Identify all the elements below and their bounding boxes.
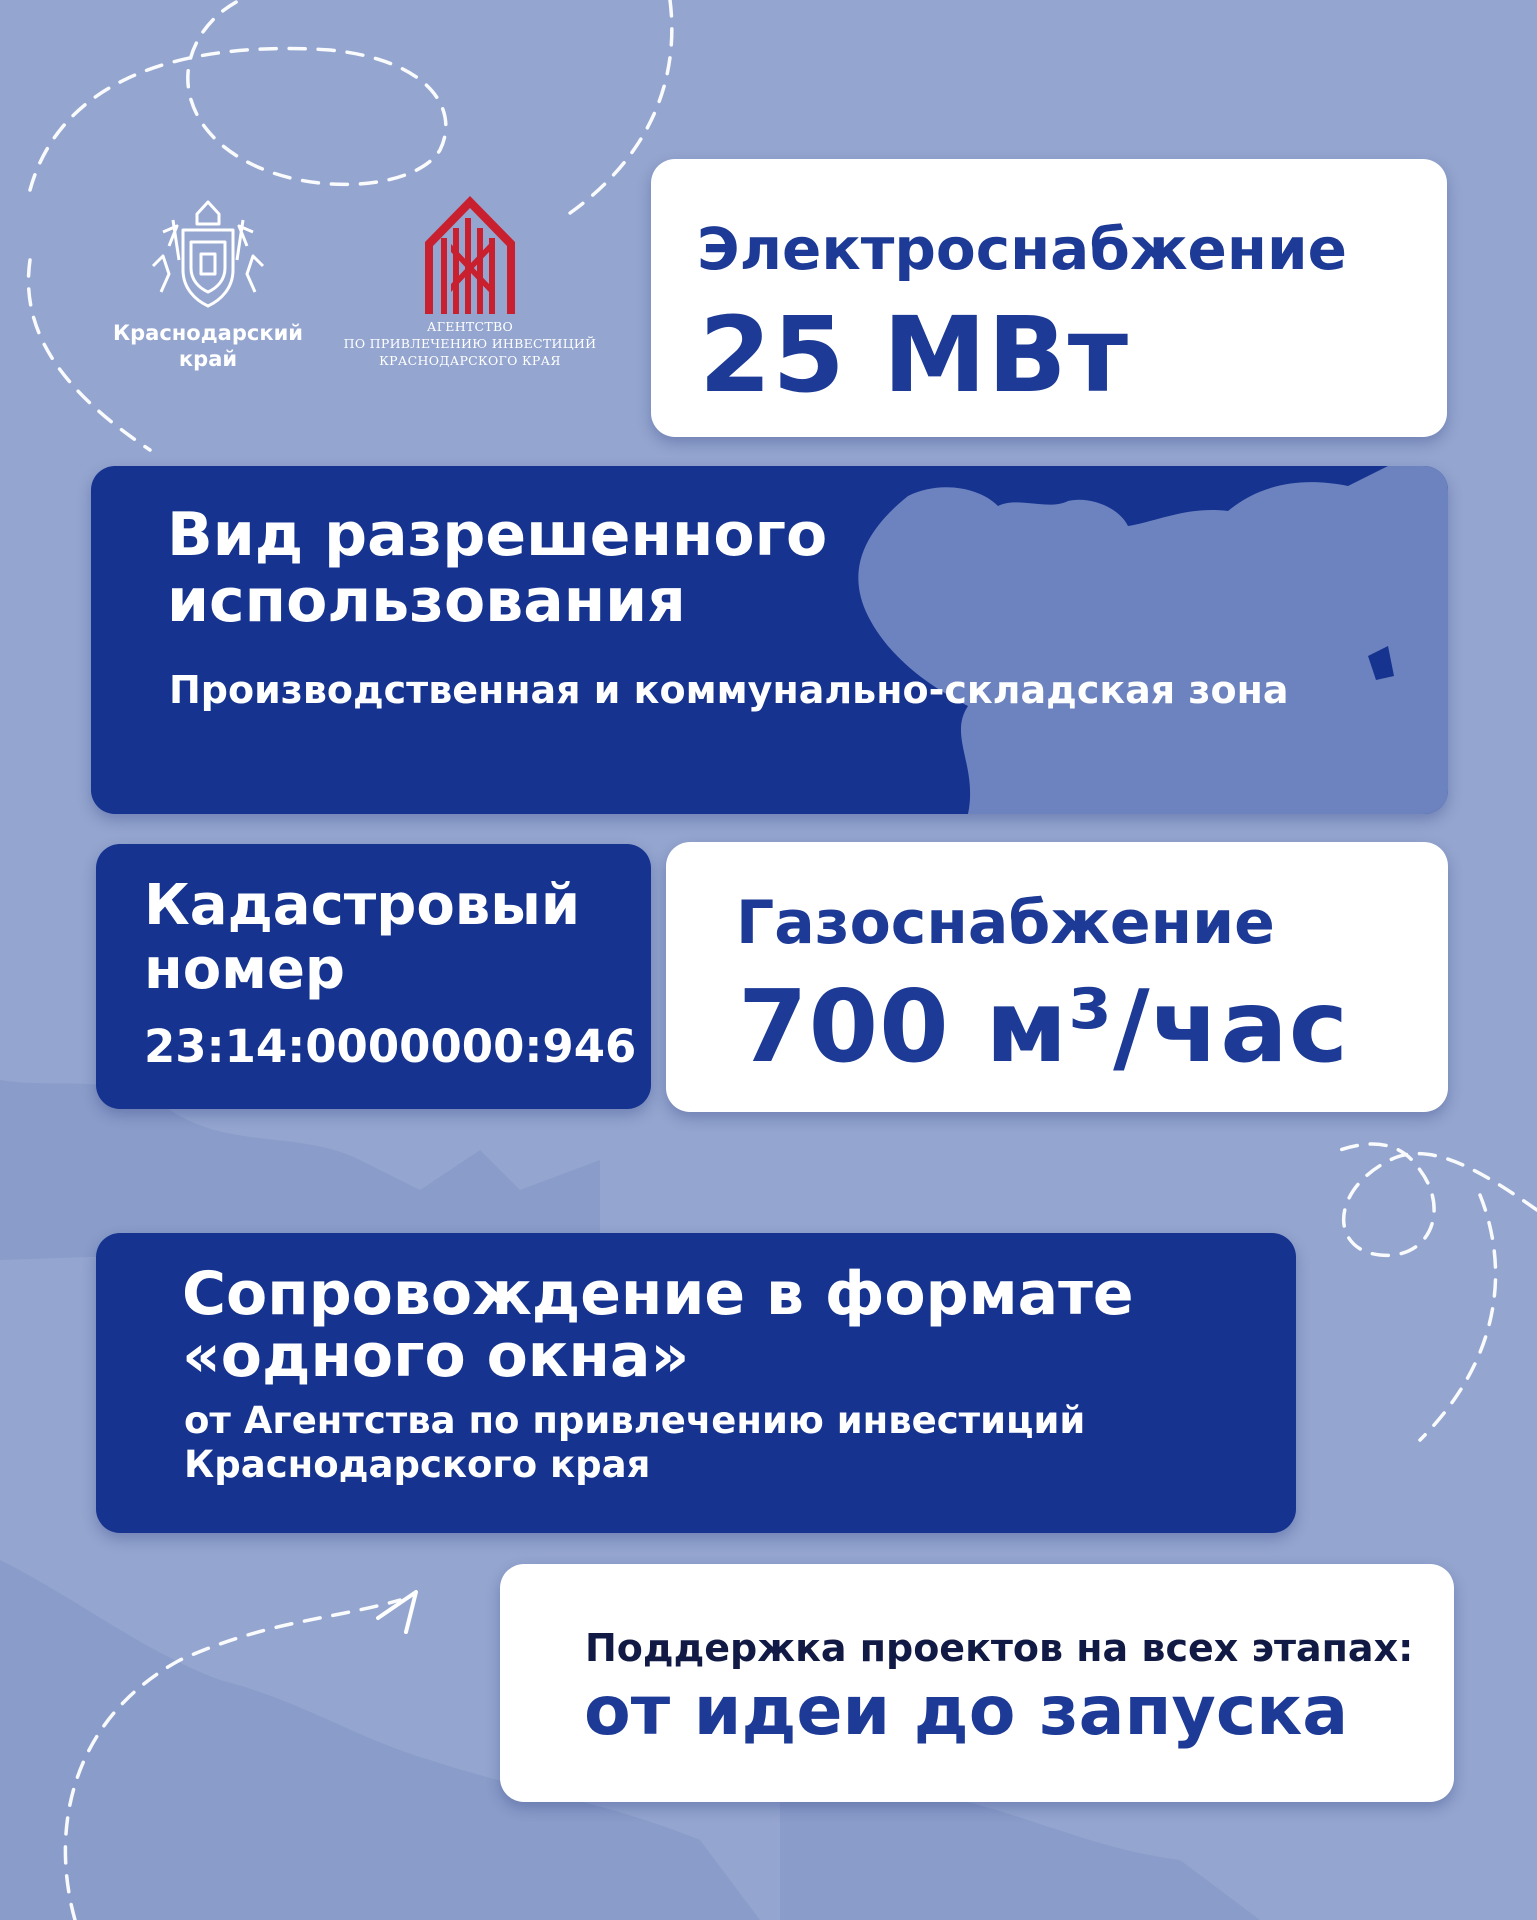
- agency-logo: [325, 196, 615, 369]
- agency-emblem-icon: [415, 196, 525, 314]
- dashed-arrow-head: [378, 1592, 416, 1632]
- one-window-title: Сопровождение в формате «одного окна»: [182, 1259, 1134, 1391]
- support-card: [500, 1564, 1454, 1802]
- cadastral-number: 23:14:0000000:946: [144, 1020, 637, 1073]
- gas-card: [666, 842, 1448, 1112]
- one-window-card: [96, 1233, 1296, 1533]
- electricity-title: Электроснабжение: [697, 215, 1347, 283]
- dashed-loop-right: [1340, 1144, 1537, 1255]
- dashed-line-right-down: [1420, 1195, 1496, 1440]
- gas-title: Газоснабжение: [736, 888, 1275, 958]
- land-use-card: [91, 466, 1448, 814]
- land-use-title: Вид разрешенного использования: [167, 500, 828, 636]
- cadastral-card: [96, 844, 651, 1109]
- krasnodar-krai-logo: [108, 196, 308, 372]
- land-use-subtitle: Производственная и коммунально-складская зона: [169, 668, 1289, 712]
- agency-name-line-1: АГЕНТСТВО: [426, 319, 514, 334]
- agency-name-line-2: ПО ПРИВЛЕЧЕНИЮ ИНВЕСТИЦИЙ: [343, 336, 597, 351]
- gas-value: 700 м³/час: [738, 968, 1350, 1085]
- krasnodar-krai-name: Краснодарский край: [112, 321, 304, 371]
- support-value: от идеи до запуска: [584, 1672, 1349, 1751]
- electricity-value: 25 МВт: [699, 294, 1129, 416]
- one-window-subtitle: от Агентства по привлечению инвестиций Краснодарского края: [184, 1399, 1086, 1486]
- support-title: Поддержка проектов на всех этапах:: [585, 1626, 1414, 1670]
- coat-of-arms-icon: [143, 196, 273, 316]
- dashed-loop-top: [30, 0, 446, 190]
- agency-name-line-3: КРАСНОДАРСКОГО КРАЯ: [379, 353, 561, 368]
- electricity-card: [651, 159, 1447, 437]
- cadastral-title: Кадастровый номер: [144, 873, 581, 1002]
